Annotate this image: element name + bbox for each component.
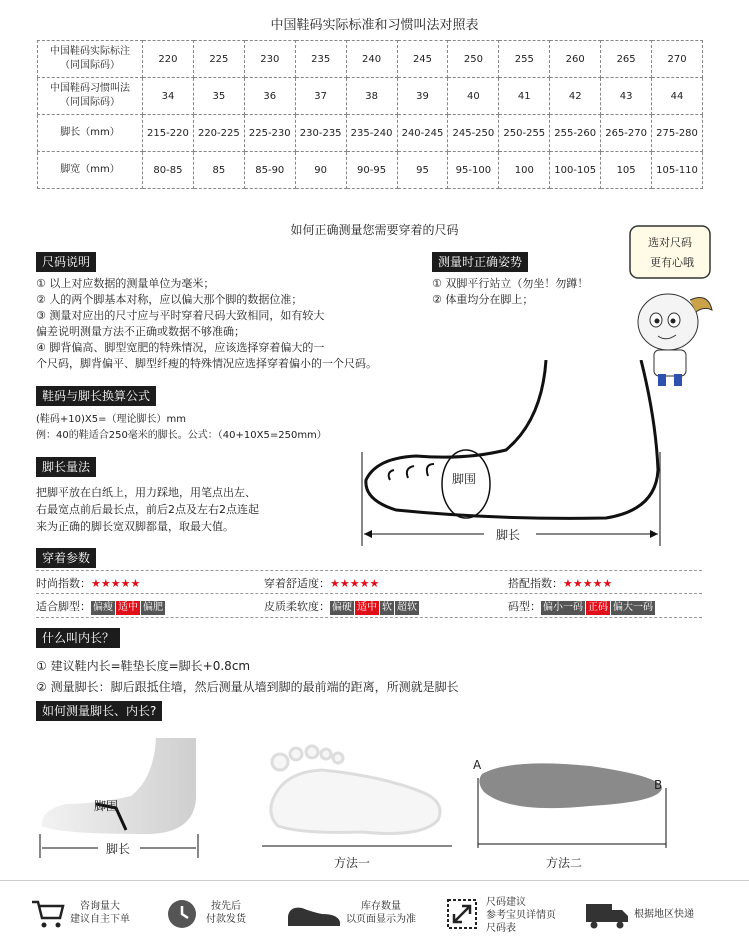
table-cell: 230 bbox=[244, 41, 295, 78]
table-cell: 265-270 bbox=[601, 115, 652, 152]
table-cell: 220-225 bbox=[193, 115, 244, 152]
foot-side-diagram bbox=[36, 738, 226, 863]
table-cell: 80-85 bbox=[143, 152, 194, 189]
table-row bbox=[38, 41, 703, 78]
fit-row: 适合脚型： 偏瘦 适中 偏肥 bbox=[36, 600, 163, 613]
fit-option: 偏肥 bbox=[143, 602, 163, 613]
size-option: 偏小一码 bbox=[543, 602, 583, 613]
soft-option: 偏硬 bbox=[332, 602, 352, 613]
table-cell: 100-105 bbox=[550, 152, 601, 189]
truck-icon bbox=[584, 900, 630, 930]
fit-option: 偏瘦 bbox=[93, 602, 113, 613]
table-cell: 225 bbox=[193, 41, 244, 78]
insole-diagram bbox=[470, 748, 680, 858]
table-cell: 270 bbox=[652, 41, 703, 78]
table-cell: 95-100 bbox=[448, 152, 499, 189]
table-row bbox=[38, 78, 703, 115]
table-cell: 90-95 bbox=[346, 152, 397, 189]
table-cell: 235 bbox=[295, 41, 346, 78]
table-cell: 44 bbox=[652, 78, 703, 115]
table-cell: 42 bbox=[550, 78, 601, 115]
footer-note-1: 咨询量大 建议自主下单 bbox=[70, 901, 130, 925]
size-table bbox=[37, 40, 703, 189]
foot-measure-tag: 脚长量法 bbox=[36, 457, 96, 477]
table-cell: 34 bbox=[143, 78, 194, 115]
side-girth-label: 脚围 bbox=[94, 799, 119, 813]
inner-tag: 什么叫内长？ bbox=[36, 628, 120, 648]
how-measure-tag: 如何测量脚长、内长? bbox=[36, 701, 162, 721]
table-cell: 38 bbox=[346, 78, 397, 115]
page-title: 中国鞋码实际标准和习惯叫法对照表 bbox=[270, 18, 479, 33]
table-cell: 250 bbox=[448, 41, 499, 78]
table-cell: 41 bbox=[499, 78, 550, 115]
rating-stars: ★★★★★ bbox=[330, 577, 380, 590]
fit-option-selected: 适中 bbox=[118, 602, 138, 613]
point-b-label: B bbox=[654, 778, 663, 792]
length-label: 脚长 bbox=[496, 528, 521, 542]
formula-text: (鞋码+10)X5=（理论脚长）mm 例：40的鞋适合250毫米的脚长。公式：（40+10X5=250mm） bbox=[36, 414, 327, 441]
soft-option: 超软 bbox=[397, 602, 417, 613]
table-cell: 225-230 bbox=[244, 115, 295, 152]
table-cell: 220 bbox=[143, 41, 194, 78]
row-header: 脚宽（mm） bbox=[38, 152, 143, 189]
table-cell: 95 bbox=[397, 152, 448, 189]
table-cell: 260 bbox=[550, 41, 601, 78]
measure-title: 如何正确测量您需要穿着的尺码 bbox=[290, 223, 459, 237]
rating-match: 搭配指数：★★★★★ bbox=[508, 577, 613, 590]
posture-text: ① 双脚平行站立（勿坐！勿蹲！ ② 体重均分在脚上； bbox=[432, 277, 589, 306]
footer-note-5: 根据地区快递 bbox=[634, 909, 694, 920]
rating-stars: ★★★★★ bbox=[563, 577, 613, 590]
mascot-text-2: 更有心哦 bbox=[650, 256, 694, 269]
size-option-selected: 正码 bbox=[588, 602, 608, 613]
inner-text: ① 建议鞋内长=鞋垫长度=脚长+0.8cm ② 测量脚长：脚后跟抵住墙，然后测量从墙到脚的最前端的距离，所测就是脚长 bbox=[36, 659, 459, 694]
table-row bbox=[38, 152, 703, 189]
foot-measure-text: 把脚平放在白纸上，用力踩地，用笔点出左、 右最宽点前后最长点，前后2点及左右2点连起 来为正确的脚长宽双脚都量，取最大值。 bbox=[36, 486, 259, 533]
table-cell: 90 bbox=[295, 152, 346, 189]
table-cell: 255 bbox=[499, 41, 550, 78]
cart-icon bbox=[30, 898, 66, 930]
table-cell: 35 bbox=[193, 78, 244, 115]
table-row bbox=[38, 115, 703, 152]
point-a-label: A bbox=[473, 758, 482, 772]
method2-label: 方法二 bbox=[546, 856, 583, 870]
footer-note-4: 尺码建议 参考宝贝详情页 尺码表 bbox=[486, 897, 556, 934]
footer-note-3: 库存数量 以页面显示为准 bbox=[346, 901, 416, 925]
size-note-text: ① 以上对应数据的测量单位为毫米； ② 人的两个脚基本对称，应以偏大那个脚的数据位准； ③ 测量对应出的尺寸应与平时穿着尺码大致相同，如有较大 偏差说明测量方法不正确或数据不够准确； ④ 脚背偏高、脚型宽肥的特殊情况，应该选择穿着偏大的一 个尺码，脚背偏平、脚型纤瘦的特殊情况应选择穿着偏小的一个尺码。 bbox=[36, 277, 377, 370]
footprint-diagram bbox=[262, 742, 452, 857]
table-cell: 230-235 bbox=[295, 115, 346, 152]
table-cell: 40 bbox=[448, 78, 499, 115]
method1-label: 方法一 bbox=[334, 856, 371, 870]
softness-row: 皮质柔软度： 偏硬 适中 软 超软 bbox=[264, 600, 417, 613]
rating-comfort: 穿着舒适度：★★★★★ bbox=[264, 577, 380, 590]
table-cell: 85-90 bbox=[244, 152, 295, 189]
size-type-row: 码型： 偏小一码 正码 偏大一码 bbox=[508, 600, 653, 613]
girth-label: 脚围 bbox=[452, 472, 477, 486]
table-cell: 240-245 bbox=[397, 115, 448, 152]
shoe-icon bbox=[286, 902, 342, 928]
foot-outline-diagram bbox=[356, 360, 686, 550]
table-cell: 36 bbox=[244, 78, 295, 115]
posture-tag: 测量时正确姿势 bbox=[432, 252, 528, 272]
table-cell: 235-240 bbox=[346, 115, 397, 152]
rating-stars: ★★★★★ bbox=[91, 577, 141, 590]
table-cell: 85 bbox=[193, 152, 244, 189]
soft-option: 软 bbox=[382, 602, 392, 613]
row-header: 脚长（mm） bbox=[38, 115, 143, 152]
table-cell: 43 bbox=[601, 78, 652, 115]
table-cell: 37 bbox=[295, 78, 346, 115]
table-cell: 245-250 bbox=[448, 115, 499, 152]
table-cell: 215-220 bbox=[143, 115, 194, 152]
table-cell: 250-255 bbox=[499, 115, 550, 152]
row-header: 中国鞋码实际标注 （同国际码） bbox=[38, 41, 143, 78]
footer-note-2: 按先后 付款发货 bbox=[206, 901, 246, 925]
size-option: 偏大一码 bbox=[613, 602, 653, 613]
rating-fashion: 时尚指数：★★★★★ bbox=[36, 577, 141, 590]
table-cell: 105 bbox=[601, 152, 652, 189]
table-cell: 265 bbox=[601, 41, 652, 78]
table-cell: 245 bbox=[397, 41, 448, 78]
mascot-text-1: 选对尺码 bbox=[648, 236, 692, 249]
table-cell: 105-110 bbox=[652, 152, 703, 189]
table-cell: 275-280 bbox=[652, 115, 703, 152]
table-cell: 240 bbox=[346, 41, 397, 78]
formula-tag: 鞋码与脚长换算公式 bbox=[36, 386, 156, 406]
clock-icon bbox=[166, 898, 198, 930]
params-tag: 穿着参数 bbox=[36, 548, 96, 568]
size-note-tag: 尺码说明 bbox=[36, 252, 96, 272]
table-cell: 100 bbox=[499, 152, 550, 189]
table-cell: 39 bbox=[397, 78, 448, 115]
table-cell: 255-260 bbox=[550, 115, 601, 152]
row-header: 中国鞋码习惯叫法 （同国际码） bbox=[38, 78, 143, 115]
soft-option-selected: 适中 bbox=[357, 602, 377, 613]
resize-icon bbox=[446, 898, 478, 930]
side-length-label: 脚长 bbox=[106, 842, 131, 856]
